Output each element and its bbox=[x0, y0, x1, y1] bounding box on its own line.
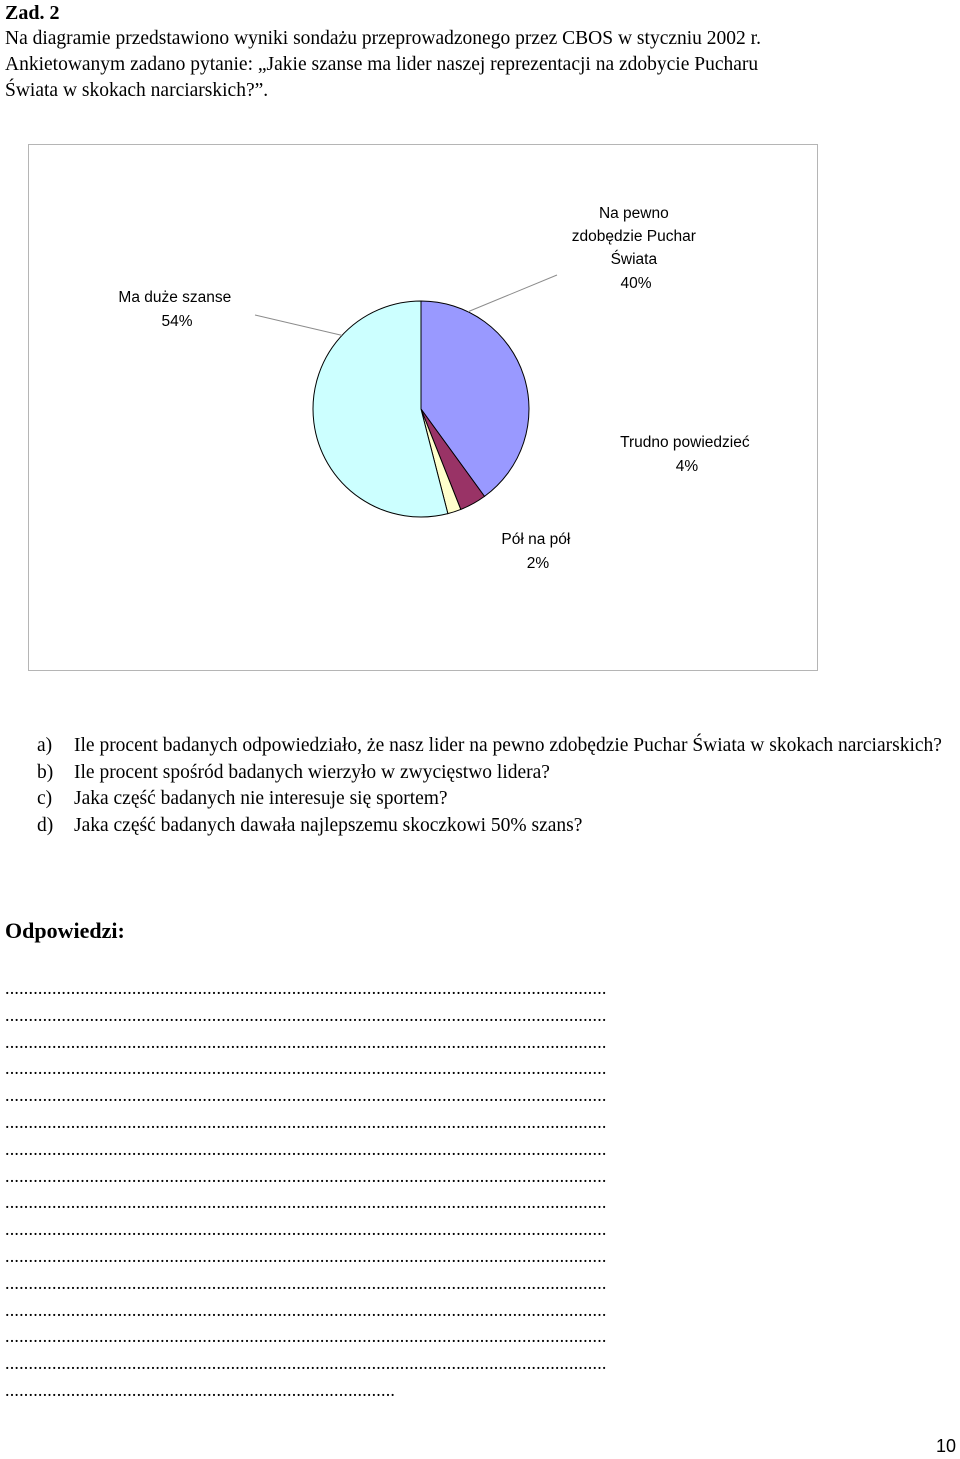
slice-label-ma-duze-szanse: Ma duże szanse 54% bbox=[118, 289, 232, 330]
pie-chart bbox=[28, 144, 818, 671]
leader-line-na-pewno bbox=[468, 275, 557, 312]
page-number: 10 bbox=[935, 1436, 956, 1456]
answer-line[interactable]: ................................................................................................................................ bbox=[5, 978, 607, 998]
answer-line[interactable]: ................................................................................................................................ bbox=[5, 1245, 607, 1266]
question-list bbox=[37, 733, 960, 839]
task-intro bbox=[5, 26, 960, 104]
answer-line[interactable]: ................................................................................................................................ bbox=[5, 1353, 607, 1374]
question-text: Ile procent spośród badanych wierzyło w zwycięstwo lidera? bbox=[74, 761, 550, 783]
question-text: Jaka część badanych dawała najlepszemu skoczkowi 50% szans? bbox=[74, 814, 583, 836]
answer-line[interactable]: ................................................................................................................................ bbox=[5, 1326, 607, 1347]
answer-line[interactable]: ................................................................................................................................ bbox=[5, 1299, 607, 1320]
intro-line: Ankietowanym zadano pytanie: „Jakie szanse ma lider naszej reprezentacji na zdobycie Pucharu bbox=[5, 54, 759, 75]
leader-line-ma-duze-szanse bbox=[255, 315, 342, 335]
question-text: Ile procent badanych odpowiedziało, że nasz lider na pewno zdobędzie Puchar Świata w skokach narciarskich? bbox=[74, 735, 942, 756]
slice-label-pol-na-pol: Pół na pół 2% bbox=[501, 531, 571, 572]
answer-line[interactable]: ................................................................................................................................ bbox=[5, 1031, 607, 1052]
intro-line: Na diagramie przedstawiono wyniki sondażu przeprowadzonego przez CBOS w styczniu 2002 r. bbox=[5, 28, 761, 49]
question-letter: d) bbox=[37, 814, 54, 836]
slice-label-na-pewno: Na pewno zdobędzie Puchar Świata 40% bbox=[571, 205, 696, 292]
answer-line[interactable]: ................................................................................................................................ bbox=[5, 1058, 607, 1079]
answer-line[interactable]: ................................................................................................................................ bbox=[5, 1272, 607, 1293]
answer-line-last[interactable]: ................................................................................... bbox=[5, 1379, 396, 1400]
question-letter: c) bbox=[37, 788, 53, 809]
answer-line[interactable]: ................................................................................................................................ bbox=[5, 1192, 607, 1213]
answer-line[interactable]: ................................................................................................................................ bbox=[5, 1085, 607, 1106]
task-title: Zad. 2 bbox=[5, 2, 60, 24]
question-item bbox=[37, 786, 960, 813]
question-item bbox=[37, 733, 960, 760]
answer-lines[interactable] bbox=[5, 975, 960, 1404]
answer-line[interactable]: ................................................................................................................................ bbox=[5, 1138, 607, 1159]
intro-line: Świata w skokach narciarskich?”. bbox=[5, 80, 269, 101]
answers-heading: Odpowiedzi: bbox=[5, 918, 125, 943]
answer-line[interactable]: ................................................................................................................................ bbox=[5, 1219, 607, 1240]
question-item bbox=[37, 760, 960, 787]
question-text: Jaka część badanych nie interesuje się sportem? bbox=[74, 788, 448, 809]
question-item bbox=[37, 813, 960, 840]
answer-line[interactable]: ................................................................................................................................ bbox=[5, 1004, 607, 1025]
slice-label-trudno-powiedziec: Trudno powiedzieć 4% bbox=[620, 434, 750, 475]
answer-line[interactable]: ................................................................................................................................ bbox=[5, 1165, 607, 1186]
question-letter: a) bbox=[37, 735, 53, 756]
pie-chart-svg bbox=[29, 145, 819, 672]
question-letter: b) bbox=[37, 761, 54, 783]
answer-line[interactable]: ................................................................................................................................ bbox=[5, 1111, 607, 1132]
